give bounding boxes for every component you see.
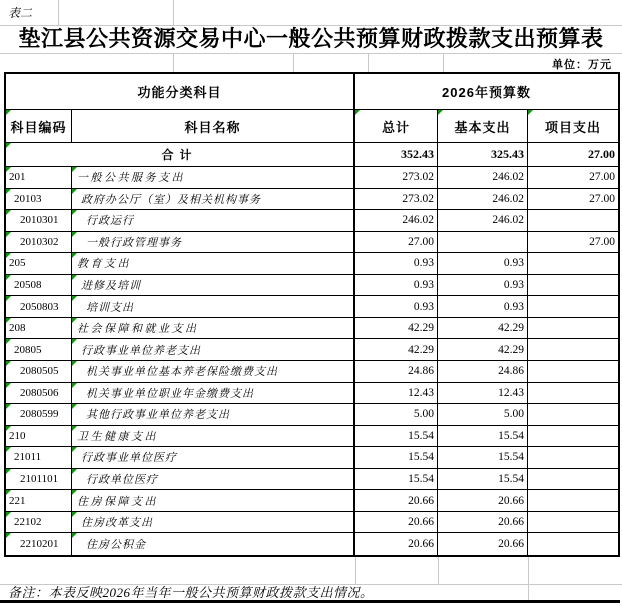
subject-code-cell[interactable]: 21011 bbox=[6, 447, 72, 469]
project-amount-cell[interactable] bbox=[528, 383, 618, 405]
basic-amount-cell[interactable]: 0.93 bbox=[438, 253, 528, 275]
project-amount-cell[interactable] bbox=[528, 318, 618, 340]
project-amount-cell[interactable] bbox=[528, 253, 618, 275]
basic-amount-cell[interactable]: 20.66 bbox=[438, 512, 528, 534]
total-row-total-cell[interactable]: 352.43 bbox=[355, 143, 438, 167]
total-amount-cell[interactable]: 24.86 bbox=[355, 361, 438, 383]
sheet-number-label[interactable]: 表二 bbox=[8, 6, 33, 20]
page-title[interactable]: 垫江县公共资源交易中心一般公共预算财政拨款支出预算表 bbox=[18, 26, 604, 51]
basic-amount-cell[interactable]: 0.93 bbox=[438, 296, 528, 318]
footnote[interactable]: 备注：本表反映2026年当年一般公共预算财政拨款支出情况。 bbox=[8, 585, 374, 600]
total-amount-cell[interactable]: 15.54 bbox=[355, 469, 438, 491]
subject-name-cell[interactable]: 政府办公厅（室）及相关机构事务 bbox=[72, 189, 355, 211]
total-amount-cell[interactable]: 0.93 bbox=[355, 253, 438, 275]
total-amount-cell[interactable]: 15.54 bbox=[355, 426, 438, 448]
project-amount-cell[interactable] bbox=[528, 404, 618, 426]
project-amount-cell[interactable] bbox=[528, 447, 618, 469]
gridline bbox=[438, 557, 439, 584]
subject-name-cell[interactable]: 其他行政事业单位养老支出 bbox=[72, 404, 355, 426]
project-amount-cell[interactable] bbox=[528, 512, 618, 534]
subject-code-cell[interactable]: 2101101 bbox=[6, 469, 72, 491]
header-col-total[interactable]: 总计 bbox=[355, 110, 438, 143]
subject-name-cell[interactable]: 住房公积金 bbox=[72, 533, 355, 555]
unit-note[interactable]: 单位：万元 bbox=[552, 59, 612, 71]
total-amount-cell[interactable]: 12.43 bbox=[355, 383, 438, 405]
total-amount-cell[interactable]: 20.66 bbox=[355, 512, 438, 534]
project-amount-cell[interactable] bbox=[528, 426, 618, 448]
basic-amount-cell[interactable]: 42.29 bbox=[438, 318, 528, 340]
subject-code-cell[interactable]: 2210201 bbox=[6, 533, 72, 555]
basic-amount-cell[interactable]: 246.02 bbox=[438, 167, 528, 189]
basic-amount-cell[interactable]: 0.93 bbox=[438, 275, 528, 297]
gridline bbox=[0, 53, 622, 54]
subject-name-cell[interactable]: 机关事业单位职业年金缴费支出 bbox=[72, 383, 355, 405]
subject-code-cell[interactable]: 2080599 bbox=[6, 404, 72, 426]
subject-code-cell[interactable]: 2080505 bbox=[6, 361, 72, 383]
gridline bbox=[443, 53, 444, 72]
subject-code-cell[interactable]: 201 bbox=[6, 167, 72, 189]
basic-amount-cell[interactable]: 12.43 bbox=[438, 383, 528, 405]
basic-amount-cell[interactable]: 15.54 bbox=[438, 447, 528, 469]
subject-name-cell[interactable]: 进修及培训 bbox=[72, 275, 355, 297]
gridline bbox=[293, 53, 294, 72]
header-col-code[interactable]: 科目编码 bbox=[6, 110, 72, 143]
subject-code-cell[interactable]: 2010301 bbox=[6, 210, 72, 232]
project-amount-cell[interactable] bbox=[528, 339, 618, 361]
header-year-group-cell[interactable]: 2026年预算数 bbox=[355, 74, 618, 110]
project-amount-cell[interactable] bbox=[528, 296, 618, 318]
project-amount-cell[interactable] bbox=[528, 469, 618, 491]
total-amount-cell[interactable]: 42.29 bbox=[355, 339, 438, 361]
subject-code-cell[interactable]: 20805 bbox=[6, 339, 72, 361]
project-amount-cell[interactable]: 27.00 bbox=[528, 167, 618, 189]
total-amount-cell[interactable]: 273.02 bbox=[355, 189, 438, 211]
subject-code-cell[interactable]: 205 bbox=[6, 253, 72, 275]
total-amount-cell[interactable]: 0.93 bbox=[355, 275, 438, 297]
subject-name-cell[interactable]: 行政事业单位养老支出 bbox=[72, 339, 355, 361]
subject-code-cell[interactable]: 22102 bbox=[6, 512, 72, 534]
total-row-label-cell[interactable]: 合计 bbox=[6, 143, 355, 167]
subject-name-cell[interactable]: 一般公共服务支出 bbox=[72, 167, 355, 189]
basic-amount-cell[interactable]: 20.66 bbox=[438, 490, 528, 512]
subject-name-cell[interactable]: 住房改革支出 bbox=[72, 512, 355, 534]
subject-code-cell[interactable]: 208 bbox=[6, 318, 72, 340]
subject-name-cell[interactable]: 卫生健康支出 bbox=[72, 426, 355, 448]
budget-table bbox=[4, 72, 620, 557]
total-amount-cell[interactable]: 20.66 bbox=[355, 533, 438, 555]
total-amount-cell[interactable]: 5.00 bbox=[355, 404, 438, 426]
total-row-basic-cell[interactable]: 325.43 bbox=[438, 143, 528, 167]
total-amount-cell[interactable]: 246.02 bbox=[355, 210, 438, 232]
total-amount-cell[interactable]: 20.66 bbox=[355, 490, 438, 512]
gridline bbox=[368, 53, 369, 72]
subject-code-cell[interactable]: 210 bbox=[6, 426, 72, 448]
basic-amount-cell[interactable]: 246.02 bbox=[438, 189, 528, 211]
basic-amount-cell[interactable]: 24.86 bbox=[438, 361, 528, 383]
gridline bbox=[355, 557, 356, 584]
basic-amount-cell[interactable] bbox=[438, 232, 528, 254]
subject-name-cell[interactable]: 行政运行 bbox=[72, 210, 355, 232]
project-amount-cell[interactable] bbox=[528, 533, 618, 555]
subject-name-cell[interactable]: 社会保障和就业支出 bbox=[72, 318, 355, 340]
subject-name-cell[interactable]: 一般行政管理事务 bbox=[72, 232, 355, 254]
total-row-project-cell[interactable]: 27.00 bbox=[528, 143, 618, 167]
gridline bbox=[173, 53, 174, 72]
basic-amount-cell[interactable]: 246.02 bbox=[438, 210, 528, 232]
subject-name-cell[interactable]: 行政单位医疗 bbox=[72, 469, 355, 491]
subject-name-cell[interactable]: 行政事业单位医疗 bbox=[72, 447, 355, 469]
subject-name-cell[interactable]: 培训支出 bbox=[72, 296, 355, 318]
subject-code-cell[interactable]: 221 bbox=[6, 490, 72, 512]
project-amount-cell[interactable] bbox=[528, 210, 618, 232]
subject-name-cell[interactable]: 住房保障支出 bbox=[72, 490, 355, 512]
subject-name-cell[interactable]: 教育支出 bbox=[72, 253, 355, 275]
total-amount-cell[interactable]: 27.00 bbox=[355, 232, 438, 254]
header-func-group-cell[interactable]: 功能分类科目 bbox=[6, 74, 355, 110]
project-amount-cell[interactable]: 27.00 bbox=[528, 232, 618, 254]
bottom-border bbox=[0, 600, 620, 603]
total-amount-cell[interactable]: 0.93 bbox=[355, 296, 438, 318]
project-amount-cell[interactable] bbox=[528, 490, 618, 512]
subject-code-cell[interactable]: 2080506 bbox=[6, 383, 72, 405]
header-col-name[interactable]: 科目名称 bbox=[72, 110, 355, 143]
subject-code-cell[interactable]: 20103 bbox=[6, 189, 72, 211]
basic-amount-cell[interactable]: 15.54 bbox=[438, 469, 528, 491]
project-amount-cell[interactable]: 27.00 bbox=[528, 189, 618, 211]
header-col-basic[interactable]: 基本支出 bbox=[438, 110, 528, 143]
total-amount-cell[interactable]: 273.02 bbox=[355, 167, 438, 189]
basic-amount-cell[interactable]: 20.66 bbox=[438, 533, 528, 555]
total-amount-cell[interactable]: 15.54 bbox=[355, 447, 438, 469]
subject-code-cell[interactable]: 2050803 bbox=[6, 296, 72, 318]
project-amount-cell[interactable] bbox=[528, 275, 618, 297]
header-col-project[interactable]: 项目支出 bbox=[528, 110, 618, 143]
subject-code-cell[interactable]: 2010302 bbox=[6, 232, 72, 254]
project-amount-cell[interactable] bbox=[528, 361, 618, 383]
basic-amount-cell[interactable]: 15.54 bbox=[438, 426, 528, 448]
basic-amount-cell[interactable]: 5.00 bbox=[438, 404, 528, 426]
basic-amount-cell[interactable]: 42.29 bbox=[438, 339, 528, 361]
subject-code-cell[interactable]: 20508 bbox=[6, 275, 72, 297]
gridline bbox=[528, 557, 529, 601]
subject-name-cell[interactable]: 机关事业单位基本养老保险缴费支出 bbox=[72, 361, 355, 383]
total-amount-cell[interactable]: 42.29 bbox=[355, 318, 438, 340]
